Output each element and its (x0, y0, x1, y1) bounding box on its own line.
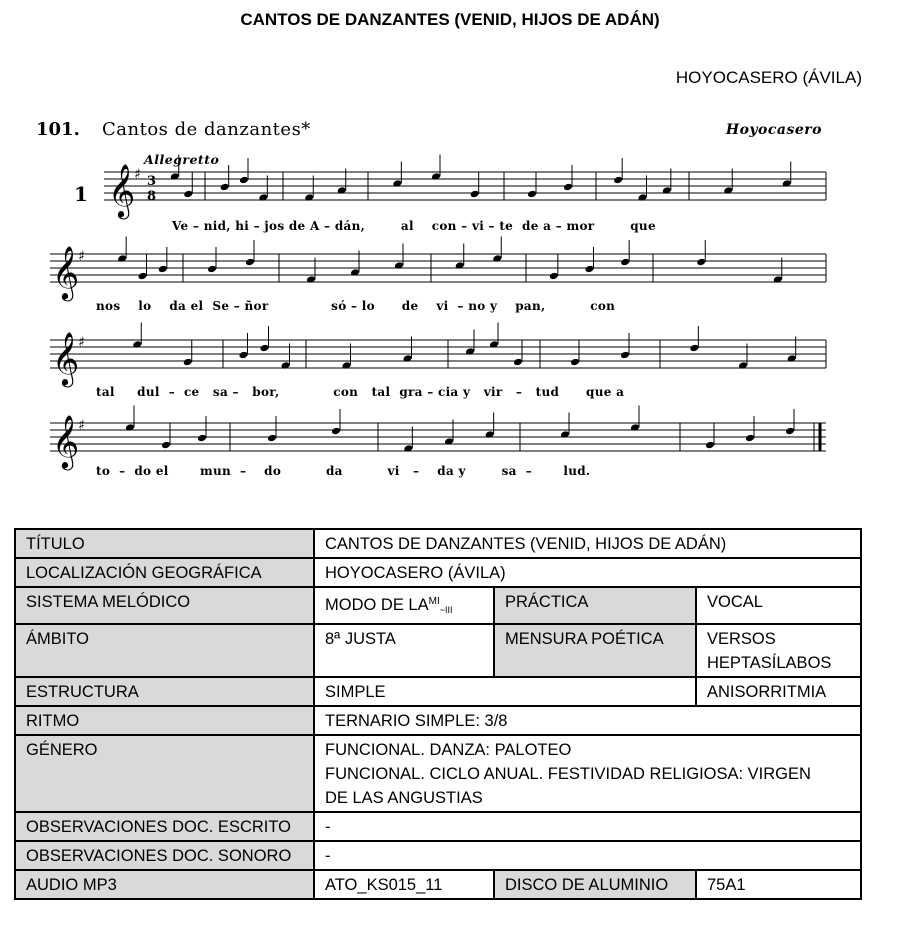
sistema-sub: ~III (439, 605, 453, 615)
note-head (549, 272, 559, 281)
note-head (158, 265, 168, 274)
note-head (527, 190, 537, 199)
ambito-value: 8ª JUSTA (314, 624, 494, 677)
time-signature-top: 3 (147, 174, 157, 189)
score-title: Cantos de danzantes* (102, 119, 311, 140)
note-head (620, 351, 630, 360)
note-head (585, 265, 595, 274)
sistema-sup: MI (428, 596, 440, 607)
row-audio (15, 870, 861, 899)
note-head (245, 258, 255, 267)
note-head (260, 344, 270, 353)
note-head (620, 258, 630, 267)
system-number: 1 (74, 182, 88, 206)
genero-label: GÉNERO (15, 735, 314, 812)
note-head (239, 351, 249, 360)
note-head (613, 176, 623, 185)
note-head (138, 272, 148, 281)
practica-label: PRÁCTICA (494, 587, 696, 624)
key-signature-sharp: ♯ (78, 248, 85, 265)
treble-clef: 𝄞 (52, 245, 80, 299)
ritmo-label: RITMO (15, 706, 314, 735)
note-head (785, 427, 795, 436)
row-sistema (15, 587, 861, 624)
row-obs-escrito (15, 812, 861, 841)
note-head (220, 183, 230, 192)
note-head (689, 344, 699, 353)
lyrics-line-4: to – do el mun – do da vi – da y sa – lud. (96, 464, 591, 478)
ritmo-value: TERNARIO SIMPLE: 3/8 (314, 706, 861, 735)
estructura-value: SIMPLE (314, 677, 696, 706)
ambito-label: ÁMBITO (15, 624, 314, 677)
obs-escrito-value: - (314, 812, 861, 841)
score-location: Hoyocasero (725, 122, 822, 138)
row-genero (15, 735, 861, 812)
obs-escrito-label: OBSERVACIONES DOC. ESCRITO (15, 812, 314, 841)
mensura-value: VERSOS HEPTASÍLABOS (696, 624, 861, 677)
note-head (696, 258, 706, 267)
note-head (207, 265, 217, 274)
row-localizacion (15, 558, 861, 587)
lyrics-line-1: Ve – nid, hi – jos de A – dán, al con – vi – te de a – mor que (172, 219, 656, 233)
tempo-marking: Allegretto (144, 152, 220, 167)
obs-sonoro-label: OBSERVACIONES DOC. SONORO (15, 841, 314, 870)
sistema-label: SISTEMA MELÓDICO (15, 587, 314, 624)
treble-clef: 𝄞 (52, 331, 80, 385)
note-head (570, 358, 580, 367)
note-head (197, 434, 207, 443)
note-head (161, 441, 171, 450)
note-head (745, 434, 755, 443)
note-head (705, 441, 715, 450)
note-head (513, 358, 523, 367)
localizacion-value: HOYOCASERO (ÁVILA) (314, 558, 861, 587)
localizacion-label: LOCALIZACIÓN GEOGRÁFICA (15, 558, 314, 587)
page-title: CANTOS DE DANZANTES (VENID, HIJOS DE ADÁN) (240, 10, 660, 29)
row-ritmo (15, 706, 861, 735)
place-heading: HOYOCASERO (ÁVILA) (675, 68, 862, 87)
lyrics-line-3: tal dul – ce sa – bor, con tal gra – cia y vir – tud que a (96, 385, 625, 399)
titulo-label: TÍTULO (15, 529, 314, 558)
score-number: 101. (36, 119, 80, 140)
note-head (183, 358, 193, 367)
treble-clef: 𝄞 (52, 414, 80, 468)
audio-label: AUDIO MP3 (15, 870, 314, 899)
key-signature-sharp: ♯ (134, 166, 141, 183)
disco-label: DISCO DE ALUMINIO (494, 870, 696, 899)
row-estructura (15, 677, 861, 706)
audio-value: ATO_KS015_11 (314, 870, 494, 899)
row-obs-sonoro (15, 841, 861, 870)
row-ambito (15, 624, 861, 677)
note-head (183, 190, 193, 199)
note-head (267, 434, 277, 443)
estructura-extra: ANISORRITMIA (696, 677, 861, 706)
note-head (331, 427, 341, 436)
key-signature-sharp: ♯ (78, 417, 85, 434)
estructura-label: ESTRUCTURA (15, 677, 314, 706)
row-titulo (15, 529, 861, 558)
mensura-label: MENSURA POÉTICA (494, 624, 696, 677)
time-signature-bottom: 8 (147, 189, 157, 204)
sistema-value: MODO DE $LA^{MI}_{\sim III}$ (314, 587, 494, 624)
lyrics-line-2: nos lo da el Se – ñor só – lo de vi – no y pan, con (96, 299, 616, 313)
note-head (563, 183, 573, 192)
titulo-value: CANTOS DE DANZANTES (VENID, HIJOS DE ADÁN) (314, 529, 861, 558)
note-head (470, 190, 480, 199)
obs-sonoro-value: - (314, 841, 861, 870)
key-signature-sharp: ♯ (78, 334, 85, 351)
genero-value: FUNCIONAL. DANZA: PALOTEO FUNCIONAL. CICLO ANUAL. FESTIVIDAD RELIGIOSA: VIRGEN DE LAS ANGUSTIAS (314, 735, 861, 812)
treble-clef: 𝄞 (108, 163, 136, 217)
disco-value: 75A1 (696, 870, 861, 899)
practica-value: VOCAL (696, 587, 861, 624)
metadata-table (14, 528, 862, 900)
note-head (239, 176, 249, 185)
